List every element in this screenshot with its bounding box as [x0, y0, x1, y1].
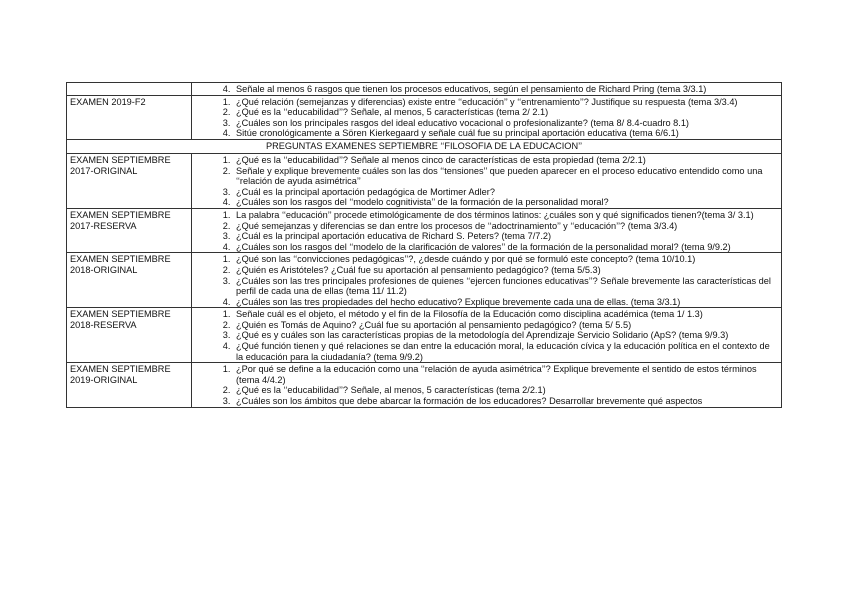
questions-cell	[192, 153, 782, 208]
table-row	[67, 308, 782, 363]
exam-label-line1: EXAMEN SEPTIEMBRE	[70, 209, 171, 220]
exam-label-line2: 2017-RESERVA	[70, 220, 137, 231]
question-item: 1. ¿Qué relación (semejanzas y diferencias) existe entre ‘‘educación’’ y ‘‘entrenamiento’’? Justifique su respuesta (tema 3/3.4)	[233, 97, 779, 108]
exam-label-cell	[67, 153, 192, 208]
question-item: 3. ¿Cuál es la principal aportación educativa de Richard S. Peters? (tema 7/7.2)	[233, 231, 779, 242]
question-item: 4. ¿Cuáles son las tres propiedades del hecho educativo? Explique brevemente cada una de ellas. (tema 3/3.1)	[233, 297, 779, 308]
question-item: 1. ¿Por qué se define a la educación como una ‘‘relación de ayuda asimétrica’’? Explique brevemente el sentido de estos términos (tema 4/4.2)	[233, 364, 779, 385]
table-row	[67, 363, 782, 407]
questions-cell	[192, 95, 782, 139]
question-list	[195, 210, 779, 252]
question-item: 2. ¿Qué es la ‘‘educabilidad’’? Señale, al menos, 5 características (tema 2/ 2.1)	[233, 107, 779, 118]
exam-label: EXAMEN 2019-F2	[70, 96, 146, 107]
exam-label-cell	[67, 208, 192, 252]
question-list	[195, 364, 779, 406]
question-item: 3. ¿Cuáles son las tres principales profesiones de quienes ‘‘ejercen funciones educativas’’? Señale brevemente las características del perfil de cada una de ellas (tema 11/ 11.2)	[233, 276, 779, 297]
questions-cell	[192, 308, 782, 363]
question-item: 4. ¿Cuáles son los rasgos del ‘‘modelo cognitivista’’ de la formación de la personalidad moral?	[233, 197, 779, 208]
question-item: 3. ¿Qué es y cuáles son las características propias de la metodología del Aprendizaje Servicio Solidario (ApS? (tema 9/9.3)	[233, 330, 779, 341]
question-item: 4. Sitúe cronológicamente a Sören Kierkegaard y señale cuál fue su principal aportación educativa (tema 6/6.1)	[233, 128, 779, 139]
question-item: 4. Señale al menos 6 rasgos que tienen los procesos educativos, según el pensamiento de Richard Pring (tema 3/3.1)	[233, 84, 779, 95]
question-item: 4. ¿Cuáles son los rasgos del ‘‘modelo de la clarificación de valores’’ de la formación de la personalidad moral? (tema 9/9.2)	[233, 242, 779, 253]
question-item: 3. ¿Cuál es la principal aportación pedagógica de Mortimer Adler?	[233, 187, 779, 198]
question-list	[195, 97, 779, 139]
question-item: 2. ¿Quién es Aristóteles? ¿Cuál fue su aportación al pensamiento pedagógico? (tema 5/5.3)	[233, 265, 779, 276]
exam-label-line2: 2018-ORIGINAL	[70, 264, 138, 275]
section-header: PREGUNTAS EXAMENES SEPTIEMBRE ‘‘FILOSOFIA DE LA EDUCACION’’	[67, 139, 782, 153]
section-header-row	[67, 139, 782, 153]
question-list	[195, 84, 779, 95]
question-item: 1. ¿Qué es la ‘‘educabilidad’’? Señale al menos cinco de características de esta propiedad (tema 2/2.1)	[233, 155, 779, 166]
question-item: 1. La palabra ‘‘educación’’ procede etimológicamente de dos términos latinos: ¿cuáles son y qué significados tienen?(tema 3/ 3.1)	[233, 210, 779, 221]
question-item: 1. Señale cuál es el objeto, el método y el fin de la Filosofía de la Educación como disciplina académica (tema 1/ 1.3)	[233, 309, 779, 320]
exam-label-cell	[67, 83, 192, 96]
exam-label-line1: EXAMEN SEPTIEMBRE	[70, 309, 171, 320]
questions-cell	[192, 363, 782, 407]
questions-cell	[192, 253, 782, 308]
question-item: 2. ¿Qué semejanzas y diferencias se dan entre los procesos de ‘‘adoctrinamiento’’ y ‘‘educación’’? (tema 3/3.4)	[233, 221, 779, 232]
question-list	[195, 309, 779, 362]
exam-questions-table	[66, 82, 782, 408]
table-row	[67, 83, 782, 96]
exam-label-line2: 2019-ORIGINAL	[70, 374, 138, 385]
questions-cell	[192, 208, 782, 252]
question-item: 3. ¿Cuáles son los principales rasgos del ideal educativo vocacional o profesionalizante? (tema 8/ 8.4-cuadro 8.1)	[233, 118, 779, 129]
exam-label-line2: 2017-ORIGINAL	[70, 165, 138, 176]
exam-label-line2: 2018-RESERVA	[70, 319, 137, 330]
question-item: 2. ¿Quién es Tomás de Aquino? ¿Cuál fue su aportación al pensamiento pedagógico? (tema 5/ 5.5)	[233, 320, 779, 331]
question-item: 1. ¿Qué son las ‘‘convicciones pedagógicas’’?, ¿desde cuándo y por qué se formuló este concepto? (tema 10/10.1)	[233, 254, 779, 265]
question-item: 2. Señale y explique brevemente cuáles son las dos ‘‘tensiones’’ que pueden aparecer en el proceso educativo entendido como una ‘‘relación de ayuda asimétrica’’	[233, 166, 779, 187]
question-list	[195, 155, 779, 208]
question-item: 2. ¿Qué es la ‘‘educabilidad’’? Señale, al menos, 5 características (tema 2/2.1)	[233, 385, 779, 396]
question-item: 4. ¿Qué función tienen y qué relaciones se dan entre la educación moral, la educación cívica y la educación política en el contexto de la educación para la ciudadanía? (tema 9/9.2)	[233, 341, 779, 362]
table-row	[67, 253, 782, 308]
questions-cell	[192, 83, 782, 96]
question-list	[195, 254, 779, 307]
exam-label-cell	[67, 363, 192, 407]
exam-label-line1: EXAMEN SEPTIEMBRE	[70, 154, 171, 165]
exam-label-cell	[67, 95, 192, 139]
table-row	[67, 95, 782, 139]
exam-label-line1: EXAMEN SEPTIEMBRE	[70, 254, 171, 265]
table-row	[67, 153, 782, 208]
exam-label-line1: EXAMEN SEPTIEMBRE	[70, 364, 171, 375]
exam-label-cell	[67, 253, 192, 308]
exam-label-cell	[67, 308, 192, 363]
table-row	[67, 208, 782, 252]
question-item: 3. ¿Cuáles son los ámbitos que debe abarcar la formación de los educadores? Desarrollar brevemente qué aspectos	[233, 396, 779, 407]
